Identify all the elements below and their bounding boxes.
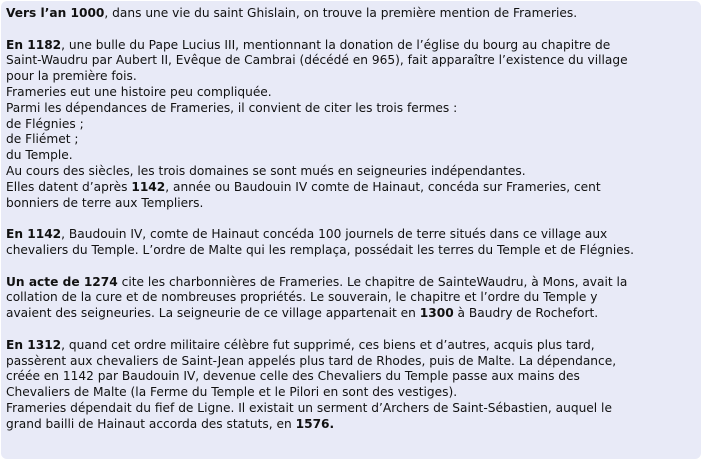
text-line <box>6 338 691 354</box>
text-line <box>6 369 691 385</box>
history-text-panel <box>1 1 701 459</box>
body-text: Elles datent d’après <box>6 179 132 194</box>
text-line <box>6 164 691 180</box>
body-text: Parmi les dépendances de Frameries, il convient de citer les trois fermes : <box>6 100 458 115</box>
bold-date-text: En 1312 <box>6 337 62 352</box>
text-line <box>6 290 691 306</box>
history-paragraph <box>6 6 691 22</box>
body-text: Frameries dépendait du fief de Ligne. Il existait un serment d’Archers de Saint-Sébastien, auquel le <box>6 400 612 415</box>
text-line <box>6 132 691 148</box>
text-line <box>6 6 691 22</box>
text-line <box>6 275 691 291</box>
text-line <box>6 85 691 101</box>
body-text: Chevaliers de Malte (la Ferme du Temple et le Pilori en sont des vestiges). <box>6 385 458 400</box>
text-line <box>6 38 691 54</box>
text-line <box>6 227 691 243</box>
text-line <box>6 196 691 212</box>
text-line <box>6 101 691 117</box>
text-line <box>6 53 691 69</box>
text-line <box>6 385 691 401</box>
body-text: pour la première fois. <box>6 69 137 84</box>
body-text: à Baudry de Rochefort. <box>453 306 599 321</box>
body-text: Saint-Waudru par Aubert II, Evêque de Cambrai (décédé en 965), fait apparaître l’existence du village <box>6 53 628 68</box>
history-paragraph <box>6 275 691 322</box>
history-paragraph <box>6 38 691 212</box>
body-text: grand bailli de Hainaut accorda des statuts, en <box>6 416 296 431</box>
body-text: , quand cet ordre militaire célèbre fut supprimé, ces biens et d’autres, acquis plus tard, <box>61 337 595 352</box>
text-line <box>6 401 691 417</box>
text-line <box>6 243 691 259</box>
body-text: passèrent aux chevaliers de Saint-Jean appelés plus tard de Rhodes, puis de Malte. La dépendance, <box>6 353 617 368</box>
bold-date-text: Un acte de 1274 <box>6 274 118 289</box>
body-text: collation de la cure et de nombreuses propriétés. Le souverain, le chapitre et l’ordre du Temple y <box>6 290 598 305</box>
history-paragraph <box>6 338 691 433</box>
history-paragraph <box>6 227 691 259</box>
body-text: , Baudouin IV, comte de Hainaut concéda 100 journels de terre situés dans ce village aux <box>61 227 608 242</box>
body-text: cite les charbonnières de Frameries. Le chapitre de SainteWaudru, à Mons, avait la <box>117 274 628 289</box>
text-line <box>6 417 691 433</box>
text-line <box>6 180 691 196</box>
bold-date-text: Vers l’an 1000 <box>6 6 105 20</box>
text-line <box>6 148 691 164</box>
bold-date-text: 1142 <box>131 179 166 194</box>
body-text: avaient des seigneuries. La seigneurie de ce village appartenait en <box>6 306 420 321</box>
body-text: , année ou Baudouin IV comte de Hainaut, concéda sur Frameries, cent <box>165 179 601 194</box>
body-text: Frameries eut une histoire peu compliquée. <box>6 84 272 99</box>
body-text: de Flégnies ; <box>6 116 84 131</box>
bold-date-text: En 1182 <box>6 37 62 52</box>
bold-date-text: 1300 <box>419 306 454 321</box>
bold-date-text: En 1142 <box>6 227 62 242</box>
body-text: chevaliers du Temple. L’ordre de Malte qui les remplaça, possédait les terres du Temple et de Flégnies. <box>6 242 634 257</box>
text-line <box>6 117 691 133</box>
body-text: de Fliémet ; <box>6 132 79 147</box>
bold-date-text: 1576. <box>295 416 335 431</box>
body-text: Au cours des siècles, les trois domaines se sont mués en seigneuries indépendantes. <box>6 163 526 178</box>
text-line <box>6 354 691 370</box>
text-line <box>6 306 691 322</box>
body-text: bonniers de terre aux Templiers. <box>6 195 204 210</box>
text-line <box>6 69 691 85</box>
body-text: du Temple. <box>6 148 73 163</box>
body-text: créée en 1142 par Baudouin IV, devenue celle des Chevaliers du Temple passe aux mains des <box>6 369 580 384</box>
body-text: , une bulle du Pape Lucius III, mentionnant la donation de l’église du bourg au chapitre de <box>61 37 611 52</box>
body-text: , dans une vie du saint Ghislain, on trouve la première mention de Frameries. <box>104 6 578 20</box>
